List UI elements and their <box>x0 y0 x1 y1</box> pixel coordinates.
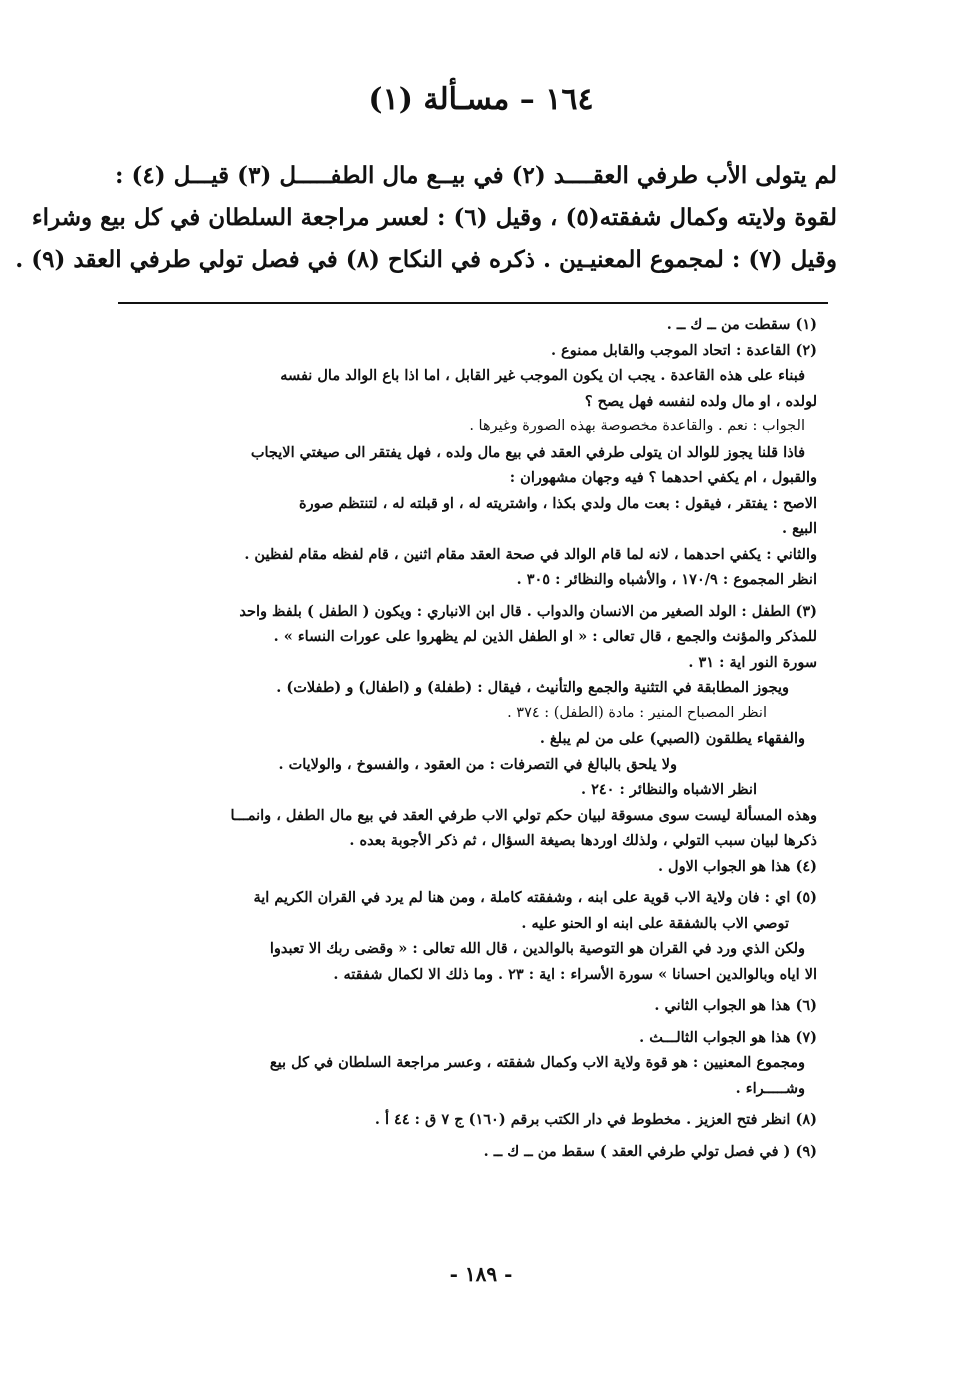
footnote-line: ولا يلحق بالبالغ في التصرفات : من العقود ، والفسوخ ، والولايات . <box>278 755 677 773</box>
page-title: ١٦٤ – مسـألة (١) <box>368 82 594 117</box>
footnote-line: الجواب : نعم . والقاعدة مخصوصة بهذه الصورة وغيرها . <box>469 418 805 434</box>
footnote-line: انظر الاشباه والنظائر : ٢٤٠ . <box>581 781 757 798</box>
footnote-7: (٧) هذا هو الجواب الثالـــث . <box>639 1028 817 1046</box>
footnote-6: (٦) هذا هو الجواب الثاني . <box>654 997 817 1014</box>
footnote-2: (٢) القاعدة : اتحاد الموجب والقابل ممنوع . <box>550 341 817 359</box>
footnote-line: فاذا قلنا يجوز للوالد ان يتولى طرفي العقد في بيع مال ولده ، فهل يفتقر الى صيغتي الايجاب <box>250 443 805 461</box>
footnote-line: وهذه المسألة ليست سوى مسوقة لبيان حكم تولي الاب طرفي العقد في بيع مال الطفل ، وانمـــا <box>230 806 817 824</box>
body-line-2: لقوة ولايته وكمال شفقته(٥) ، وقيل (٦) : لعسر مراجعة السلطان في كل بيع وشراء <box>31 204 837 231</box>
footnote-line: والثاني : يكفي احدهما ، لانه لما قام الوالد في صحة العقد مقام اثنين ، قام لفظه مقام لفظين . <box>244 545 817 563</box>
footnote-line: ذكرها لبيان سبب التولي ، ولذلك اوردها بصيغة السؤال ، ثم ذكر الأجوبة بعده . <box>349 832 817 849</box>
body-line-1: لم يتولى الأب طرفي العقــــد (٢) في بيــع مال الطفـــــل (٣) قيـــل (٤) : <box>114 162 837 189</box>
main-text <box>15 155 837 281</box>
footnote-line: انظر المجموع : ١٧٠/٩ ، والأشباه والنظائر : ٣٠٥ . <box>516 571 817 588</box>
footnote-line: توصي الاب بالشفقة على ابنه او الحنو عليه . <box>521 914 789 932</box>
footnote-line: وشـــــراء . <box>735 1079 805 1097</box>
footnote-5: (٥) اي : فان ولاية الاب قوية على ابنه ، وشفقته كاملة ، ومن هنا لم يرد في القران الكريم اية <box>253 889 817 906</box>
footnote-line: ومجموع المعنيين : هو قوة ولاية الاب وكمال شفقته ، وعسر مراجعة السلطان في كل بيع <box>269 1054 805 1071</box>
footnote-separator <box>118 302 828 304</box>
footnote-line: الاصح : يفتقر ، فيقول : بعت مال ولدي بكذا ، واشتريته له ، او قبلته له ، لتنتظم صورة <box>298 494 817 512</box>
footnote-9: (٩) ( في فصل تولي طرفي العقد ) سقط من ــ ك ــ . <box>483 1142 817 1160</box>
footnote-line: سورة النور اية : ٣١ . <box>688 653 817 671</box>
footnote-line: ولكن الذي ورد في القران هو التوصية بالوالدين ، قال الله تعالى : « وقضى ربك الا تعبدوا <box>269 940 805 957</box>
footnote-line: ويجوز المطابقة في التثنية والجمع والتأنيث ، فيقال : (طفلة) و (اطفال) و (طفلات) . <box>276 679 789 696</box>
footnote-line: فبناء على هذه القاعدة . يجب ان يكون الموجب غير القابل ، اما اذا باع الوالد مال نفسه <box>280 367 805 384</box>
body-line-3: وقيل (٧) : لمجموع المعنيـين . ذكره في النكاح (٨) في فصل تولي طرفي العقد (٩) . <box>15 246 837 273</box>
page-number: - ١٨٩ - <box>449 1262 513 1286</box>
footnote-8: (٨) انظر فتح العزيز . مخطوط في دار الكتب برقم (١٦٠) ج ٧ ق : ٤٤ أ . <box>374 1111 817 1128</box>
footnote-line: البيع . <box>781 520 817 537</box>
footnote-3: (٣) الطفل : الولد الصغير من الانسان والدواب . قال ابن الانباري : ويكون ( الطفل ) بلفظ واحد <box>239 602 817 620</box>
footnotes <box>117 312 817 1164</box>
footnote-line: للمذكر والمؤنث والجمع ، قال تعالى : « او الطفل الذين لم يظهروا على عورات النساء » . <box>273 628 817 645</box>
footnote-line: والفقهاء يطلقون (الصبي) على من لم يبلغ . <box>539 730 805 747</box>
footnote-line: الا اياه وبالوالدين احسانا » سورة الأسراء : اية : ٢٣ . وما ذلك الا لكمال شفقته . <box>333 965 817 983</box>
footnote-line: لولده ، او مال ولده لنفسه فهل يصح ؟ <box>584 392 817 410</box>
footnote-line: والقبول ، ام يكفي احدهما ؟ فيه وجهان مشهوران : <box>509 469 817 486</box>
footnote-1: (١) سقطت من ــ ك ــ . <box>666 316 817 333</box>
footnote-line: انظر المصباح المنير : مادة (الطفل) : ٣٧٤ . <box>507 704 767 721</box>
footnote-4: (٤) هذا هو الجواب الاول . <box>657 857 817 875</box>
